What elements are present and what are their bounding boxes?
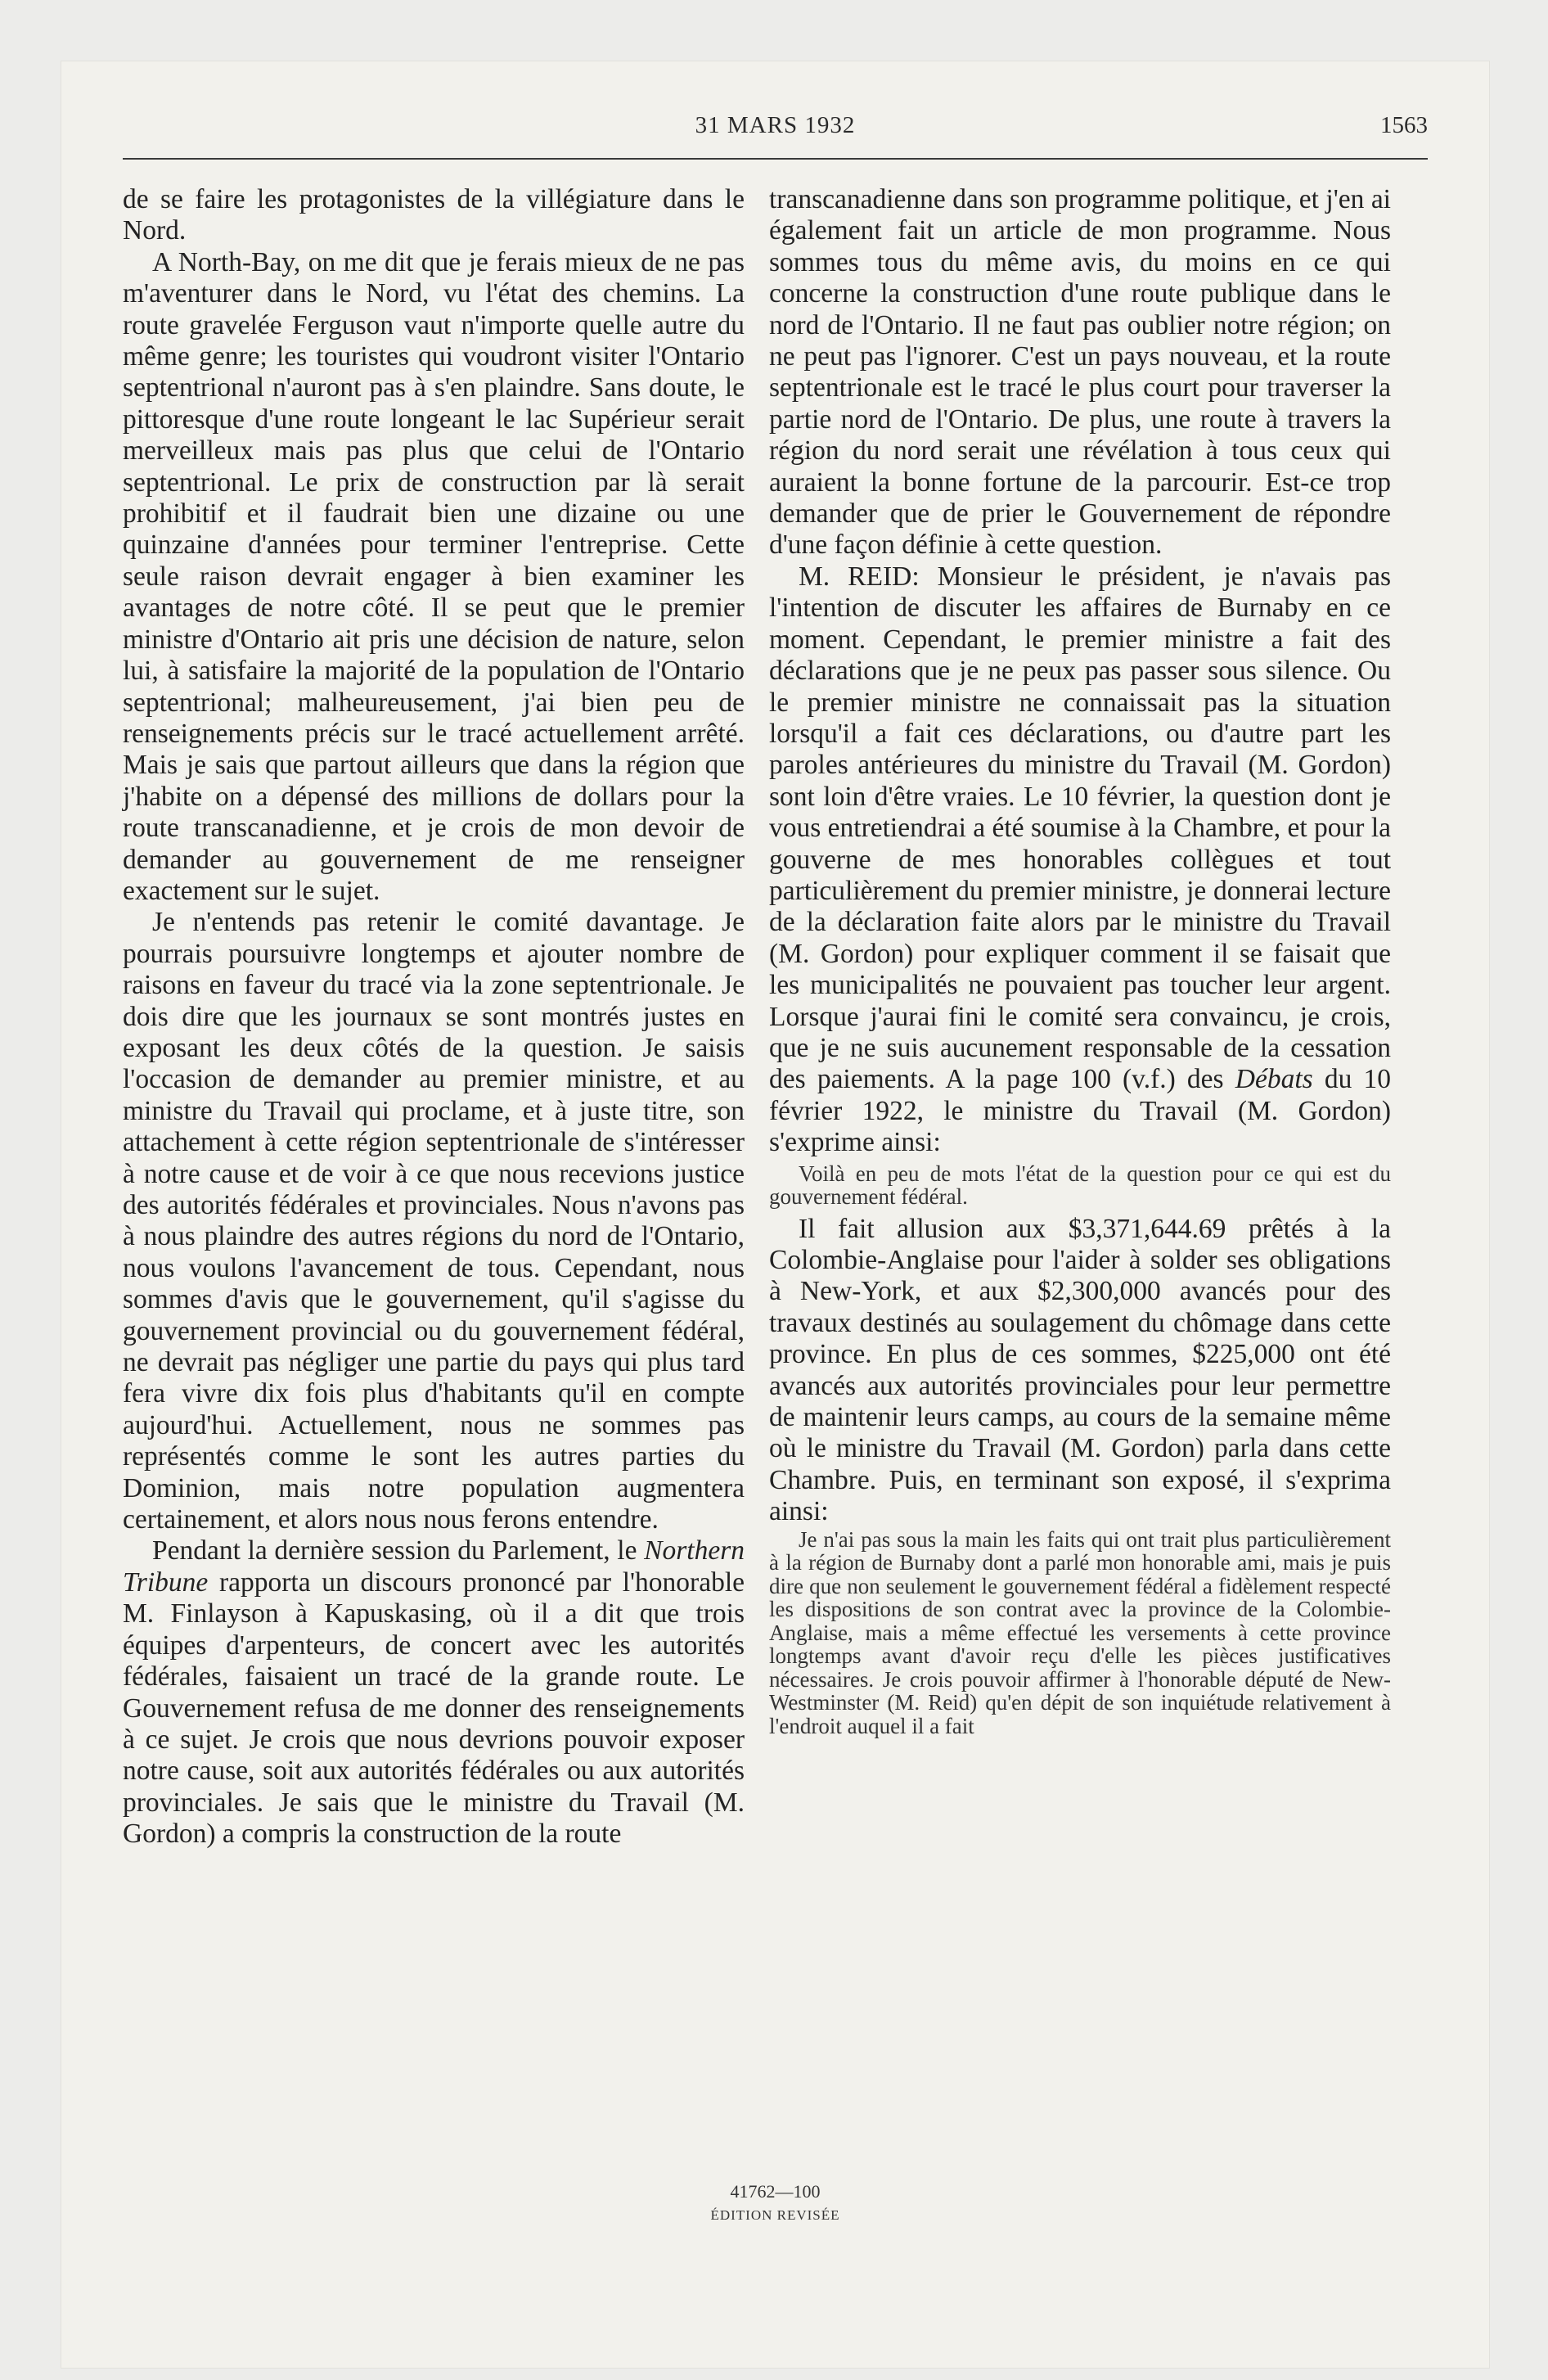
right-column: [769, 184, 1391, 1738]
paragraph-text: rapporta un discours prononcé par l'honorable M. Finlayson à Kapuskasing, où il a dit que trois équipes d'arpenteurs, de concert avec les autorités fédérales, faisaient un tracé de la grande route. Le Gouvernement refusa de me donner des renseignements à ce sujet. Je crois que nous devrions pouvoir exposer notre cause, soit aux autorités fédérales ou aux autorités provinciales. Je sais que le ministre du Travail (M. Gordon) a compris la construction de la route: [123, 1566, 745, 1850]
paragraph-continuation: transcanadienne dans son programme politique, et j'en ai également fait un article de mon programme. Nous sommes tous du même avis, du moins en ce qui concerne la construction d'une route publique dans le nord de l'Ontario. Il ne faut pas oublier notre région; on ne peut pas l'ignorer. C'est un pays nouveau, et la route septentrionale est le tracé le plus court pour traverser la partie nord de l'Ontario. De plus, une route à travers la région du nord serait une révélation à tous ceux qui auraient la bonne fortune de la parcourir. Est-ce trop demander que de prier le Gouvernement de répondre d'une façon définie à cette question.: [769, 184, 1391, 561]
newspaper-title: Northern Tribune: [123, 1535, 745, 1598]
paragraph: Je n'entends pas retenir le comité davantage. Je pourrais poursuivre longtemps et ajouter nombre de raisons en faveur du tracé via la zone septentrionale. Je dois dire que les journaux se sont montrés justes en exposant les deux côtés de la question. Je saisis l'occasion de demander au premier ministre, et au ministre du Travail qui proclame, et à juste titre, son attachement à cette région septentrionale de s'intéresser à notre cause et de voir à ce que nous recevions justice des autorités fédérales et provinciales. Nous n'avons pas à nous plaindre des autres régions du nord de l'Ontario, nous voulons l'avancement de tous. Cependant, nous sommes d'avis que le gouvernement, qu'il s'agisse du gouvernement provincial ou du gouvernement fédéral, ne devrait pas négliger une partie du pays qui plus tard fera vivre dix fois plus d'habitants qu'il en compte aujourd'hui. Actuellement, nous ne sommes pas représentés comme le sont les autres parties du Dominion, mais notre population augmentera certainement, et alors nous nous ferons entendre.: [123, 907, 745, 1535]
quotation: Je n'ai pas sous la main les faits qui ont trait plus particulièrement à la région de Burnaby dont a parlé mon honorable ami, mais je puis dire que non seulement le gouvernement fédéral a fidèlement respecté les dispositions de son contrat avec la province de la Colombie-Anglaise, mais a même effectué les versements à cette province longtemps avant d'avoir reçu d'elle les pièces justificatives nécessaires. Je crois pouvoir affirmer à l'honorable député de New-Westminster (M. Reid) qu'en dépit de son inquiétude relativement à l'endroit auquel il a fait: [769, 1526, 1391, 1738]
document-page: [61, 61, 1489, 2368]
paragraph-text: M. REID: Monsieur le président, je n'avais pas l'intention de discuter les affaires de Burnaby en ce moment. Cependant, le premier ministre a fait des déclarations que je ne peux pas passer sous silence. Ou le premier ministre ne connaissait pas la situation lorsqu'il a fait ces déclarations, ou d'autre part les paroles antérieures du ministre du Travail (M. Gordon) sont loin d'être vraies. Le 10 février, la question dont je vous entretiendrai a été soumise à la Chambre, et pour la gouverne de mes honorables collègues et tout particulièrement du premier ministre, je donnerai lecture de la déclaration faite alors par le ministre du Travail (M. Gordon) pour expliquer comment il se faisait que les municipalités ne pouvaient pas toucher leur argent. Lorsque j'aurai fini le comité sera convaincu, je crois, que je ne suis aucunement responsable de la cessation des paiements. A la page 100 (v.f.) des: [769, 561, 1391, 1095]
header-date: 31 MARS 1932: [695, 112, 856, 138]
paragraph-text: Pendant la dernière session du Parlement, le: [152, 1535, 645, 1566]
header-rule: [123, 158, 1428, 160]
page-header: [123, 112, 1428, 145]
paragraph-continuation: de se faire les protagonistes de la villégiature dans le Nord.: [123, 184, 745, 246]
left-column: [123, 184, 745, 1850]
paragraph: [123, 1535, 745, 1850]
page-number: 1563: [1380, 112, 1428, 138]
speaker-paragraph: [769, 561, 1391, 1159]
paragraph-text: du 10 février 1922, le ministre du Travail (M. Gordon) s'exprime ainsi:: [769, 1064, 1391, 1158]
page-footer: [61, 2181, 1489, 2224]
print-code: 41762—100: [730, 2181, 821, 2202]
paragraph: Il fait allusion aux $3,371,644.69 prêtés à la Colombie-Anglaise pour l'aider à solder ses obligations à New-York, et aux $2,300,000 avancés pour des travaux destinés au soulagement du chômage dans cette province. En plus de ces sommes, $225,000 ont été avancés aux autorités provinciales pour leur permettre de maintenir leurs camps, au cours de la semaine même où le ministre du Travail (M. Gordon) parla dans cette Chambre. Puis, en terminant son exposé, il s'exprima ainsi:: [769, 1213, 1391, 1527]
publication-title: Débats: [1235, 1064, 1313, 1095]
quotation: Voilà en peu de mots l'état de la question pour ce qui est du gouvernement fédéral.: [769, 1161, 1391, 1210]
paragraph: A North-Bay, on me dit que je ferais mieux de ne pas m'aventurer dans le Nord, vu l'état des chemins. La route gravelée Ferguson vaut n'importe quelle autre du même genre; les touristes qui voudront visiter l'Ontario septentrional n'auront pas à s'en plaindre. Sans doute, le pittoresque d'une route longeant le lac Supérieur serait merveilleux mais pas plus que celui de l'Ontario septentrional. Le prix de construction par là serait prohibitif et il faudrait bien une dizaine ou une quinzaine d'années pour terminer l'entreprise. Cette seule raison devrait engager à bien examiner les avantages de notre côté. Il se peut que le premier ministre d'Ontario ait pris une décision de nature, selon lui, à satisfaire la majorité de la population de l'Ontario septentrional; malheureusement, j'ai bien peu de renseignements précis sur le tracé actuellement arrêté. Mais je sais que partout ailleurs que dans la région que j'habite on a dépensé des millions de dollars pour la route transcanadienne, et je crois de mon devoir de demander au gouvernement de me renseigner exactement sur le sujet.: [123, 246, 745, 906]
edition-label: ÉDITION REVISÉE: [710, 2207, 840, 2223]
